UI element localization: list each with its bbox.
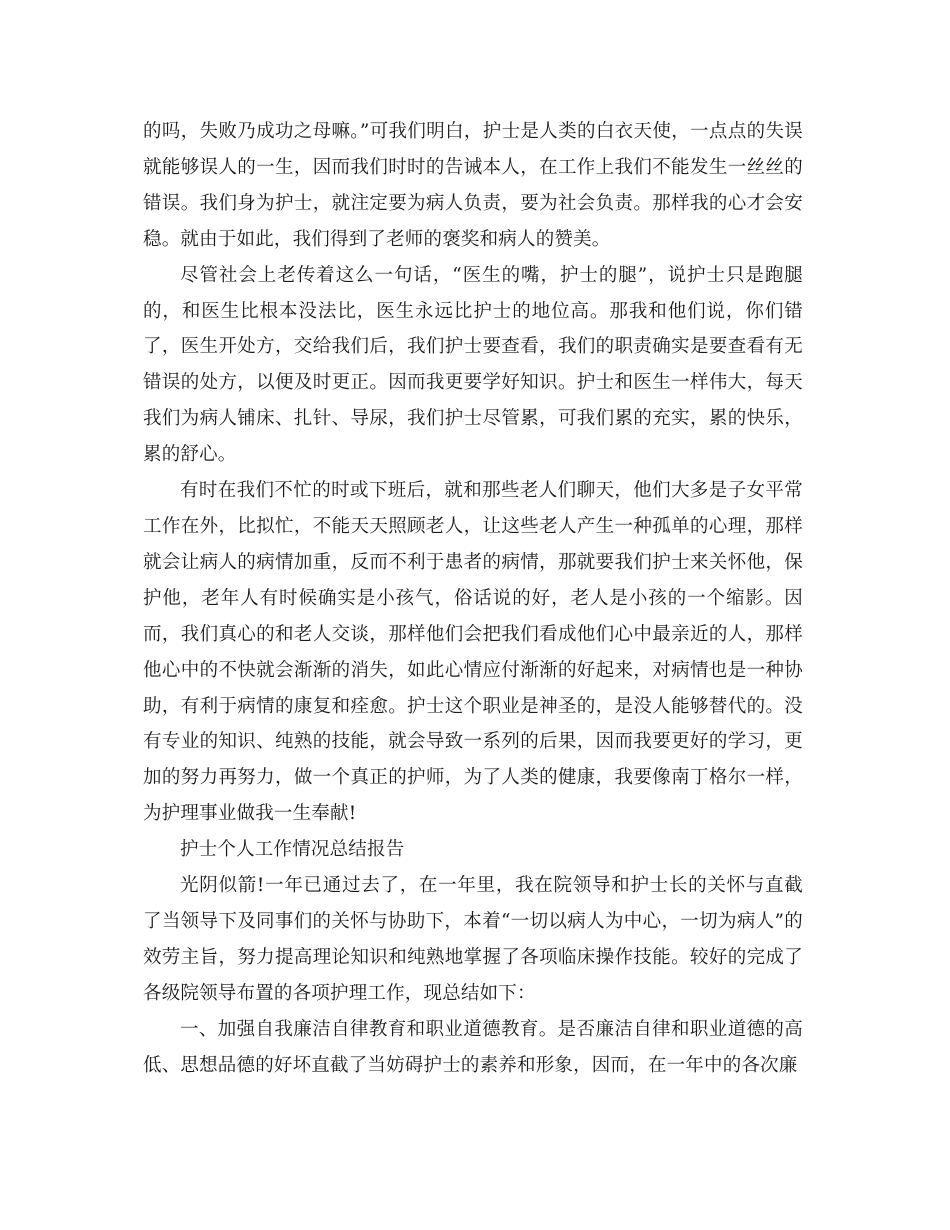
paragraph-5: 一、加强自我廉洁自律教育和职业道德教育。是否廉洁自律和职业道德的高低、思想品德的好坏直截了当妨碍护士的素养和形象，因而，在一年中的各次廉: [143, 1018, 803, 1076]
paragraph-1: 的吗，失败乃成功之母嘛。”可我们明白，护士是人类的白衣天使，一点点的失误就能够误人的一生，因而我们时时的告诫本人，在工作上我们不能发生一丝丝的错误。我们身为护士，就注定要为病人负责，要为社会负责。那样我的心才会安稳。就由于如此，我们得到了老师的褒奖和病人的赞美。: [143, 121, 803, 250]
document-body: [143, 114, 803, 1083]
paragraph-2: 尽管社会上老传着这么一句话，“医生的嘴，护士的腿”，说护士只是跑腿的，和医生比根本没法比，医生永远比护士的地位高。那我和他们说，你们错了，医生开处方，交给我们后，我们护士要查看，我们的职责确实是要查看有无错误的处方，以便及时更正。因而我更要学好知识。护士和医生一样伟大，每天我们为病人铺床、扎针、导尿，我们护士尽管累，可我们累的充实，累的快乐，累的舒心。: [143, 264, 803, 466]
paragraph-3: 有时在我们不忙的时或下班后，就和那些老人们聊天，他们大多是子女平常工作在外，比拟忙，不能天天照顾老人，让这些老人产生一种孤单的心理，那样就会让病人的病情加重，反而不利于患者的病情，那就要我们护士来关怀他，保护他，老年人有时候确实是小孩气，俗话说的好，老人是小孩的一个缩影。因而，我们真心的和老人交谈，那样他们会把我们看成他们心中最亲近的人，那样他心中的不快就会渐渐的消失，如此心情应付渐渐的好起来，对病情也是一种协助，有利于病情的康复和痊愈。护士这个职业是神圣的，是没人能够替代的。没有专业的知识、纯熟的技能，就会导致一系列的后果，因而我要更好的学习，更加的努力再努力，做一个真正的护师，为了人类的健康，我要像南丁格尔一样，为护理事业做我一生奉献!: [143, 480, 803, 825]
paragraph-4: 光阴似箭!一年已通过去了，在一年里，我在院领导和护士长的关怀与直截了当领导下及同事们的关怀与协助下，本着“一切以病人为中心，一切为病人”的效劳主旨，努力提高理论知识和纯熟地掌握了各项临床操作技能。较好的完成了各级院领导布置的各项护理工作，现总结如下：: [143, 875, 803, 1004]
section-title: 护士个人工作情况总结报告: [180, 839, 405, 861]
